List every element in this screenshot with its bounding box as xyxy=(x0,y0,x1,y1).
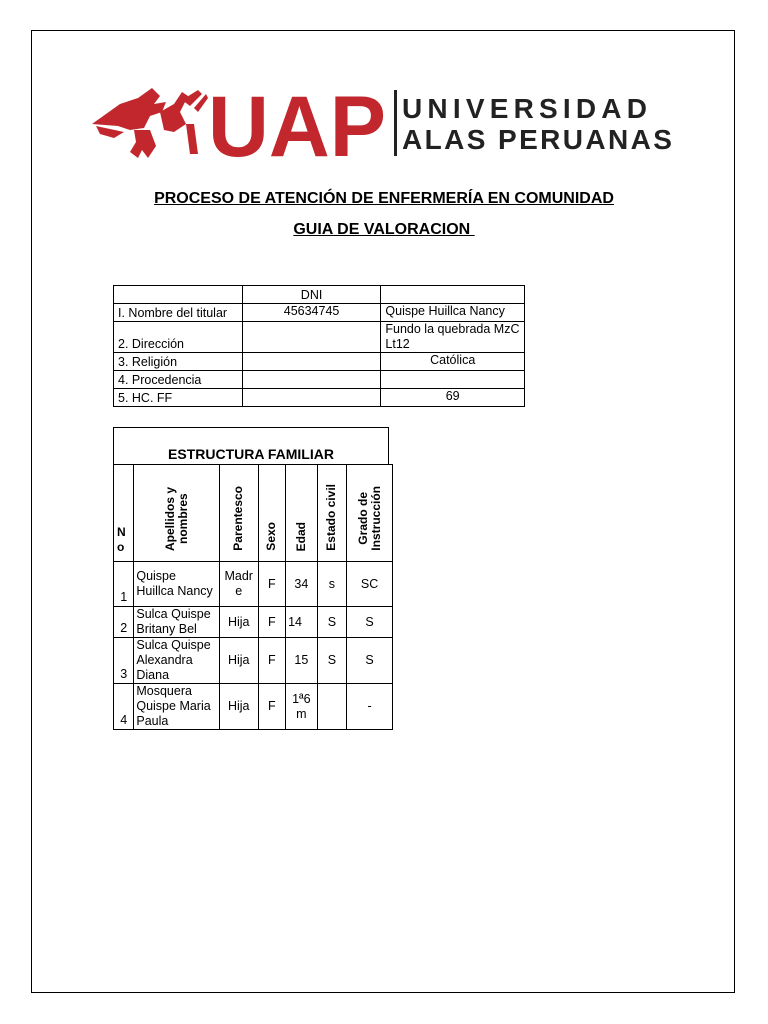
cell-civil: s xyxy=(317,562,347,607)
cell-sexo: F xyxy=(258,607,285,638)
dni-value: 45634745 xyxy=(242,304,381,322)
cell-no: 1 xyxy=(114,562,134,607)
table-row xyxy=(114,304,525,322)
table-row xyxy=(114,371,525,389)
cell-edad: 1ª6 m xyxy=(286,684,318,730)
bird-warrior-icon xyxy=(92,88,208,158)
row-label: 3. Religión xyxy=(114,353,243,371)
cell-edad: 34 xyxy=(286,562,318,607)
cell-sexo: F xyxy=(258,638,285,684)
table-row xyxy=(114,638,393,684)
table-cell xyxy=(114,286,243,304)
cell-nombre: Quispe Huillca Nancy xyxy=(134,562,220,607)
cell-edad: 15 xyxy=(286,638,318,684)
row-label: 4. Procedencia xyxy=(114,371,243,389)
row-label: 5. HC. FF xyxy=(114,389,243,407)
dni-value xyxy=(242,371,381,389)
col-header-estado-civil: Estado civil xyxy=(317,465,347,562)
col-header-parentesco: Parentesco xyxy=(219,465,258,562)
col-header-edad: Edad xyxy=(286,465,318,562)
cell-parentesco: Hija xyxy=(219,607,258,638)
titular-table xyxy=(113,285,525,407)
row-value xyxy=(381,371,525,389)
cell-parentesco: Hija xyxy=(219,638,258,684)
row-value: Quispe Huillca Nancy xyxy=(381,304,525,322)
table-row xyxy=(114,607,393,638)
uap-logo-letters: UAP xyxy=(208,84,386,162)
dni-value xyxy=(242,389,381,407)
cell-no: 2 xyxy=(114,607,134,638)
cell-civil xyxy=(317,684,347,730)
cell-grado: - xyxy=(347,684,393,730)
table-row xyxy=(114,562,393,607)
estructura-familiar-title: ESTRUCTURA FAMILIAR xyxy=(113,427,389,464)
dni-value xyxy=(242,353,381,371)
estructura-familiar-table xyxy=(113,464,393,730)
cell-grado: S xyxy=(347,607,393,638)
table-row xyxy=(114,353,525,371)
col-header-grado: Grado de Instrucción xyxy=(347,465,393,562)
row-label: 2. Dirección xyxy=(114,322,243,353)
cell-civil: S xyxy=(317,607,347,638)
table-row xyxy=(114,389,525,407)
cell-no: 3 xyxy=(114,638,134,684)
table-row xyxy=(114,684,393,730)
cell-parentesco: Hija xyxy=(219,684,258,730)
main-title: PROCESO DE ATENCIÓN DE ENFERMERÍA EN COMUNIDAD xyxy=(154,190,614,207)
cell-parentesco: Madre xyxy=(219,562,258,607)
cell-nombre: Sulca Quispe Alexandra Diana xyxy=(134,638,220,684)
col-header-nombres: Apellidos y nombres xyxy=(134,465,220,562)
cell-civil: S xyxy=(317,638,347,684)
table-row xyxy=(114,286,525,304)
col-header-sexo: Sexo xyxy=(258,465,285,562)
table-cell xyxy=(381,286,525,304)
cell-sexo: F xyxy=(258,684,285,730)
dni-header: DNI xyxy=(242,286,381,304)
logo-divider xyxy=(394,90,397,156)
university-name xyxy=(402,93,674,155)
cell-grado: SC xyxy=(347,562,393,607)
cell-no: 4 xyxy=(114,684,134,730)
cell-sexo: F xyxy=(258,562,285,607)
cell-grado: S xyxy=(347,638,393,684)
row-value: Católica xyxy=(381,353,525,371)
table-row xyxy=(114,322,525,353)
university-name-line1: UNIVERSIDAD xyxy=(402,93,653,124)
cell-edad: 14 xyxy=(286,607,318,638)
cell-nombre: Sulca Quispe Britany Bel xyxy=(134,607,220,638)
dni-value xyxy=(242,322,381,353)
row-label: I. Nombre del titular xyxy=(114,304,243,322)
table-header-row xyxy=(114,465,393,562)
university-name-line2: ALAS PERUANAS xyxy=(402,124,675,155)
row-value: 69 xyxy=(381,389,525,407)
row-value: Fundo la quebrada MzC Lt12 xyxy=(381,322,525,353)
cell-nombre: Mosquera Quispe Maria Paula xyxy=(134,684,220,730)
col-header-no: No xyxy=(114,465,134,562)
sub-title: GUIA DE VALORACION xyxy=(293,221,475,238)
